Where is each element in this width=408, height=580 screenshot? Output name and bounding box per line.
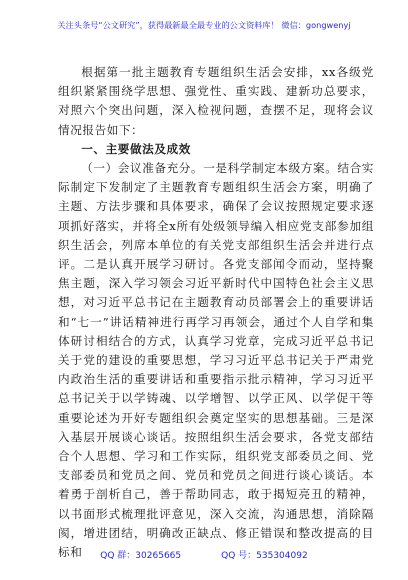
- intro-paragraph: 根据第一批主题教育专题组织生活会安排，xx各级党组织紧紧围绕学思想、强党性、重实践、建新功总要求，对照六个突出问题，深入检视问题，查摆不足，现将会议情况报告如下：: [58, 65, 374, 137]
- qq-number-text: QQ 号：535304092: [221, 551, 308, 561]
- body-paragraph: （一）会议准备充分。一是科学制定本级方案。结合实际制定下发制定了主题教育专题组织生活会方案，明确了主题、方法步骤和具体要求，确保了会议按照规定要求逐项抓好落实，并将全x所有处级领导编入相应党支部参加组织生活会，列席本单位的有关党支部组织生活会并进行点评。二是认真开展学习研讨。各党支部闻令而动，坚持聚焦主题，深入学习领会习近平新时代中国特色社会主义思想，对习近平总书记在主题教育动员部署会上的重要讲话和“七一”讲话精神进行再学习再领会，通过个人自学和集体研讨相结合的方式，认真学习党章，完成习近平总书记关于党的建设的重要思想，学习习近平总书记关于严肃党内政治生活的重要讲话和重要指示批示精神，学习习近平总书记关于以学铸魂、以学增智、以学正风、以学促干等重要论述为开好专题组织会奠定坚实的思想基础。三是深入基层开展谈心谈话。按照组织生活会要求，各党支部结合个人思想、学习和工作实际，组织党支部委员之间、党支部委员和党员之间、党员和党员之间进行谈心谈话。本着勇于剖析自己，善于帮助同志，敢于揭短亮丑的精神，以书面形式梳理批评意见，深入交流，沟通思想，消除隔阂，增进团结，明确改正缺点、修正错误和整改提高的目标和: [58, 161, 374, 560]
- header-promo-text: 关注头条号“公文研究”，获得最新最全最专业的公文资料库！ 微信：gongwenyj: [57, 20, 351, 30]
- document-body: [58, 63, 374, 562]
- qq-group-text: QQ 群：30265665: [100, 551, 182, 561]
- section-heading: 一、主要做法及成效: [81, 141, 191, 156]
- footer-contact: [0, 548, 408, 561]
